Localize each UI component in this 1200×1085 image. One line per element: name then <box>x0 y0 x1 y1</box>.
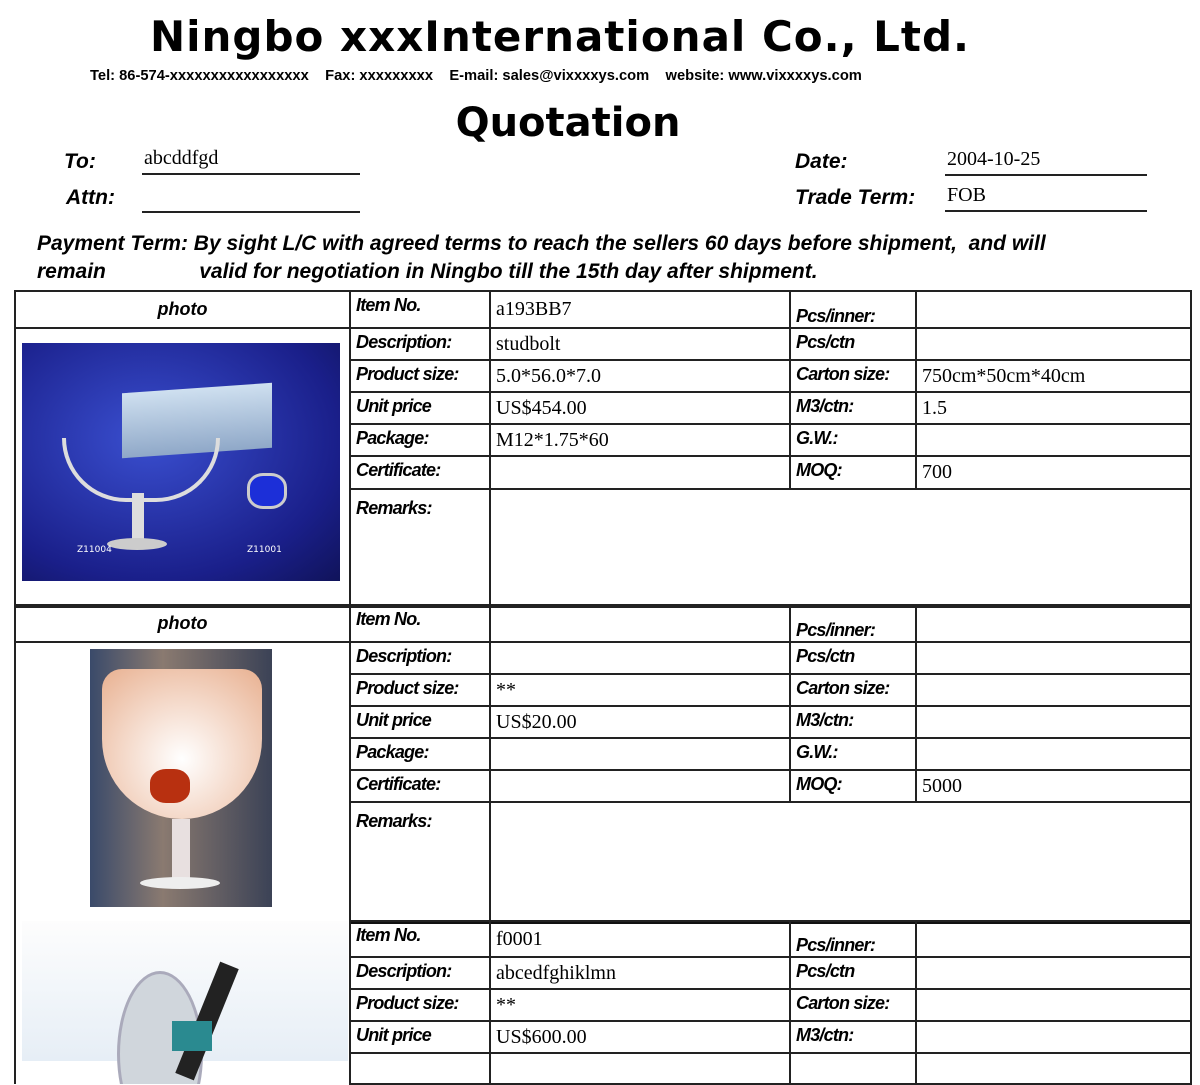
product-photo-1 <box>15 328 350 607</box>
m3-ctn-value <box>916 1021 1191 1053</box>
item-no-label: Item No. <box>350 291 490 328</box>
trade-term-field: FOB <box>945 184 1147 212</box>
product-size-value: ** <box>490 989 790 1021</box>
description-value <box>490 642 790 674</box>
remarks-label: Remarks: <box>350 489 490 607</box>
unit-price-label: Unit price <box>350 392 490 424</box>
trade-term-label: Trade Term: <box>795 186 916 209</box>
pcs-inner-value <box>916 291 1191 328</box>
certificate-label: Certificate: <box>350 456 490 489</box>
remarks-value <box>490 802 1191 922</box>
product-size-label: Product size: <box>350 674 490 706</box>
date-field: 2004-10-25 <box>945 148 1147 176</box>
pcs-ctn-label: Pcs/ctn <box>790 957 916 989</box>
pcs-inner-value <box>916 921 1191 957</box>
carton-size-value: 750cm*50cm*40cm <box>916 360 1191 392</box>
payment-line-1: Payment Term: By sight L/C with agreed terms to reach the sellers 60 days before shipment, and will <box>37 232 1046 255</box>
pcs-ctn-label: Pcs/ctn <box>790 642 916 674</box>
pcs-inner-value <box>916 605 1191 642</box>
m3-ctn-value: 1.5 <box>916 392 1191 424</box>
photo-header: photo <box>15 605 350 642</box>
description-label: Description: <box>350 328 490 360</box>
payment-line-2: remain valid for negotiation in Ningbo till the 15th day after shipment. <box>37 260 818 283</box>
item-no-label: Item No. <box>350 605 490 642</box>
moq-value: 700 <box>916 456 1191 489</box>
package-label: Package: <box>350 424 490 456</box>
item-no-value: f0001 <box>490 921 790 957</box>
certificate-value <box>490 770 790 802</box>
package-label: Package: <box>350 738 490 770</box>
gw-label: G.W.: <box>790 424 916 456</box>
pcs-inner-label: Pcs/inner: <box>790 921 916 957</box>
unit-price-value: US$600.00 <box>490 1021 790 1053</box>
certificate-label: Certificate: <box>350 770 490 802</box>
moq-label: MOQ: <box>790 770 916 802</box>
carton-size-label: Carton size: <box>790 674 916 706</box>
unit-price-value: US$20.00 <box>490 706 790 738</box>
photo-caption: Z11001 <box>247 545 282 555</box>
pcs-inner-label: Pcs/inner: <box>790 605 916 642</box>
moq-value: 5000 <box>916 770 1191 802</box>
product-size-label: Product size: <box>350 989 490 1021</box>
item-block-2 <box>14 604 1192 924</box>
product-size-value: ** <box>490 674 790 706</box>
pcs-ctn-value <box>916 957 1191 989</box>
item-no-value: a193BB7 <box>490 291 790 328</box>
date-label: Date: <box>795 150 848 173</box>
item-block-1 <box>14 290 1192 608</box>
pcs-inner-label: Pcs/inner: <box>790 291 916 328</box>
remarks-label: Remarks: <box>350 802 490 922</box>
moq-label: MOQ: <box>790 456 916 489</box>
remarks-value <box>490 489 1191 607</box>
to-label: To: <box>64 150 96 173</box>
dish-antenna-photo <box>22 921 348 1061</box>
item-no-label: Item No. <box>350 921 490 957</box>
document-title: Quotation <box>455 100 681 146</box>
item-block-3 <box>14 920 1192 1085</box>
package-value <box>490 738 790 770</box>
product-photo-3 <box>15 921 350 1084</box>
pcs-ctn-label: Pcs/ctn <box>790 328 916 360</box>
description-label: Description: <box>350 957 490 989</box>
glass-bowl-photo <box>90 649 272 907</box>
gw-value <box>916 424 1191 456</box>
carton-size-value <box>916 989 1191 1021</box>
candelabra-photo <box>22 343 340 581</box>
m3-ctn-label: M3/ctn: <box>790 1021 916 1053</box>
payment-term <box>37 230 1046 286</box>
photo-caption: Z11004 <box>77 545 112 555</box>
description-label: Description: <box>350 642 490 674</box>
product-size-label: Product size: <box>350 360 490 392</box>
photo-header: photo <box>15 291 350 328</box>
unit-price-label: Unit price <box>350 706 490 738</box>
carton-size-label: Carton size: <box>790 989 916 1021</box>
description-value: abcedfghiklmn <box>490 957 790 989</box>
pcs-ctn-value <box>916 642 1191 674</box>
unit-price-label: Unit price <box>350 1021 490 1053</box>
to-field: abcddfgd <box>142 147 360 175</box>
package-value: M12*1.75*60 <box>490 424 790 456</box>
product-size-value: 5.0*56.0*7.0 <box>490 360 790 392</box>
unit-price-value: US$454.00 <box>490 392 790 424</box>
certificate-value <box>490 456 790 489</box>
attn-field <box>142 185 360 213</box>
m3-ctn-value <box>916 706 1191 738</box>
attn-label: Attn: <box>66 186 115 209</box>
item-no-value <box>490 605 790 642</box>
company-name: Ningbo xxxInternational Co., Ltd. <box>149 12 971 61</box>
carton-size-value <box>916 674 1191 706</box>
m3-ctn-label: M3/ctn: <box>790 706 916 738</box>
pcs-ctn-value <box>916 328 1191 360</box>
gw-label: G.W.: <box>790 738 916 770</box>
contact-line: Tel: 86-574-xxxxxxxxxxxxxxxxx Fax: xxxxxxxxx E-mail: sales@vixxxxys.com website: www.vixxxxys.com <box>90 67 862 84</box>
carton-size-label: Carton size: <box>790 360 916 392</box>
description-value: studbolt <box>490 328 790 360</box>
gw-value <box>916 738 1191 770</box>
m3-ctn-label: M3/ctn: <box>790 392 916 424</box>
product-photo-2 <box>15 642 350 922</box>
